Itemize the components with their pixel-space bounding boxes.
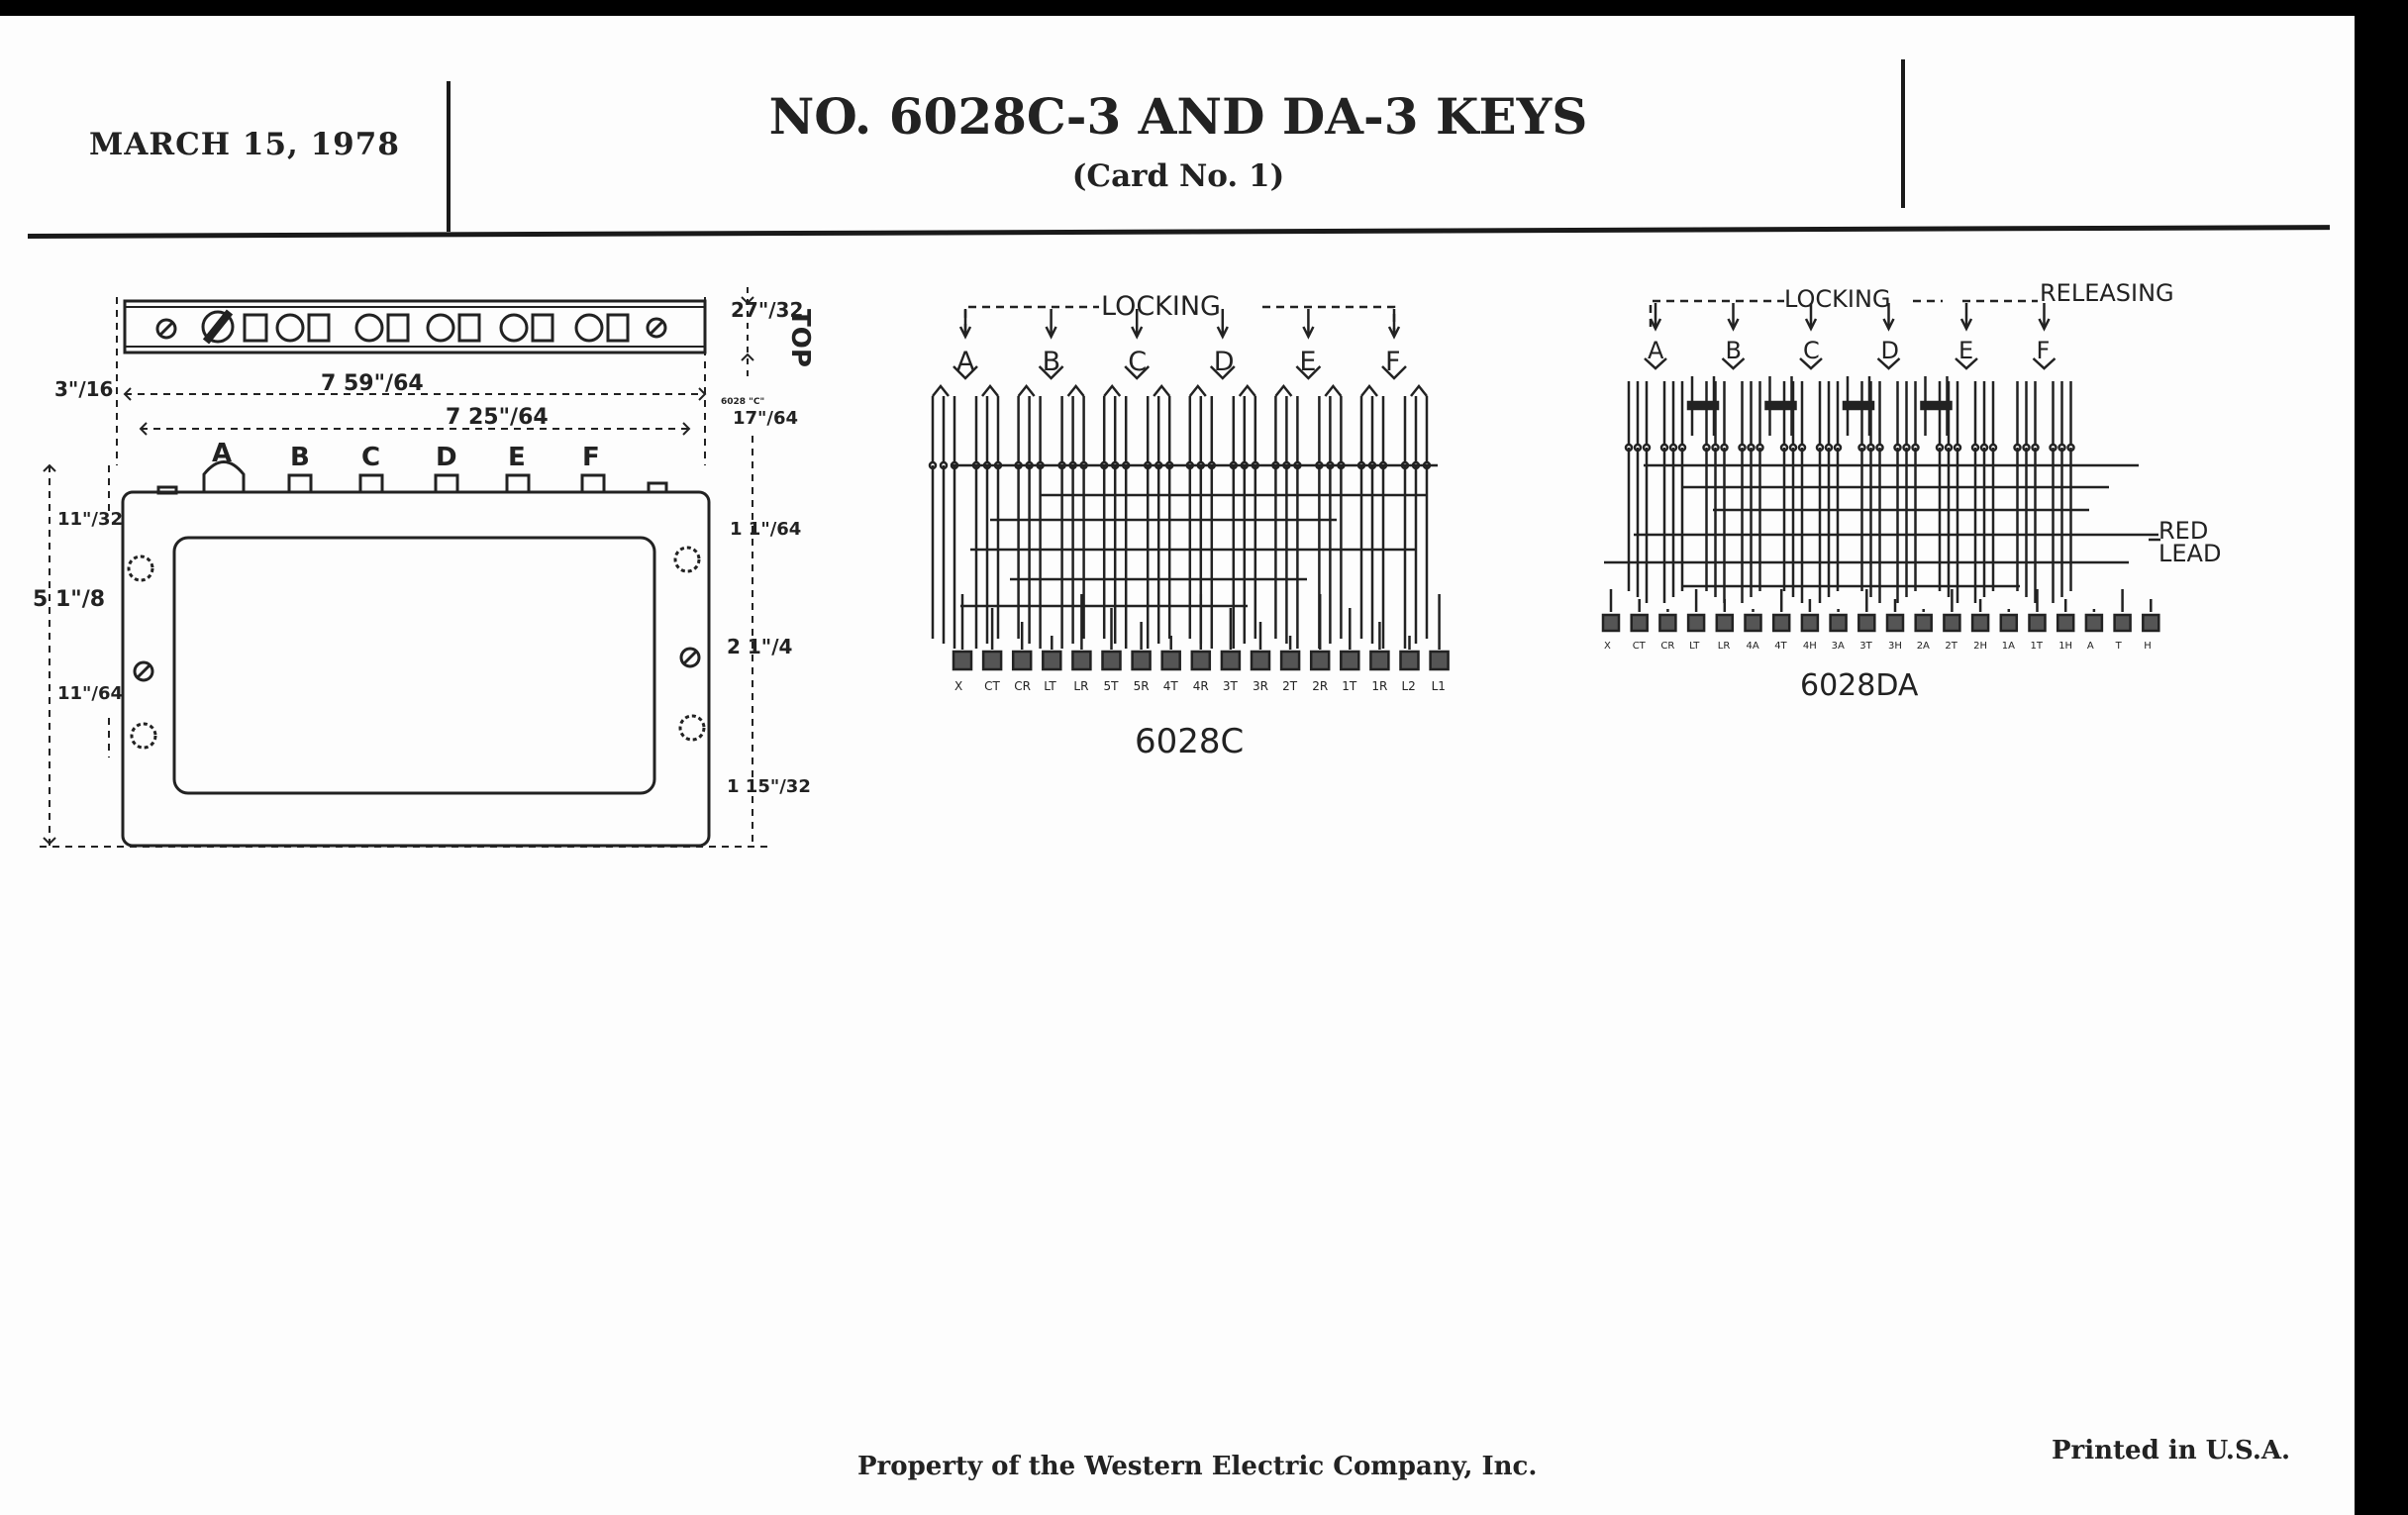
terminal bbox=[1858, 615, 1874, 631]
terminal bbox=[1192, 652, 1210, 669]
terminal bbox=[1802, 615, 1818, 631]
terminal bbox=[1972, 615, 1988, 631]
key-letter: F bbox=[1385, 347, 1401, 377]
schematic-6028da-labels bbox=[1604, 279, 2221, 703]
terminal-label: 4T bbox=[1774, 641, 1787, 652]
terminal-label: 4T bbox=[1162, 679, 1178, 693]
terminal-label: 3T bbox=[1222, 679, 1238, 693]
key-letter: E bbox=[508, 443, 526, 472]
terminal-label: CT bbox=[984, 679, 1000, 693]
terminal-label: 4H bbox=[1802, 641, 1817, 652]
terminal-label: 2T bbox=[1945, 641, 1957, 652]
key-letter: F bbox=[582, 443, 600, 472]
terminal bbox=[1043, 652, 1060, 669]
terminal-label: X bbox=[954, 679, 963, 693]
outline-labels bbox=[33, 298, 815, 797]
key-letter: E bbox=[1299, 347, 1317, 377]
terminal bbox=[1222, 652, 1240, 669]
terminal-label: 3A bbox=[1831, 641, 1845, 652]
card-date: MARCH 15, 1978 bbox=[89, 127, 400, 162]
key-letter: C bbox=[361, 443, 381, 472]
terminal bbox=[1717, 615, 1733, 631]
terminal bbox=[1916, 615, 1932, 631]
terminal bbox=[1401, 652, 1419, 669]
terminal bbox=[1370, 652, 1388, 669]
terminal bbox=[2115, 615, 2131, 631]
terminal-label: 1H bbox=[2058, 641, 2073, 652]
terminal bbox=[1252, 652, 1269, 669]
key-letter: C bbox=[1128, 347, 1148, 377]
footer-printed: Printed in U.S.A. bbox=[2052, 1436, 2291, 1465]
terminal-label: 2A bbox=[1916, 641, 1930, 652]
terminal-label: 1T bbox=[1342, 679, 1357, 693]
terminal-label: LT bbox=[1689, 641, 1700, 652]
key-letter: D bbox=[1880, 337, 1899, 364]
terminal bbox=[983, 652, 1001, 669]
dim-upper-left: 11"/32 bbox=[57, 509, 124, 530]
terminal bbox=[1341, 652, 1358, 669]
dim-mount-width: 7 25"/64 bbox=[446, 405, 549, 430]
dim-right-offset: 17"/64 bbox=[733, 408, 799, 429]
terminal-label: X bbox=[1604, 641, 1611, 652]
terminal-label: 2R bbox=[1312, 679, 1329, 693]
terminal-label: LT bbox=[1044, 679, 1056, 693]
terminal bbox=[1688, 615, 1704, 631]
terminal bbox=[1281, 652, 1299, 669]
terminal bbox=[1103, 652, 1121, 669]
terminal-label: 2T bbox=[1282, 679, 1298, 693]
dim-lower-left: 11"/64 bbox=[57, 683, 124, 704]
key-letter: B bbox=[1042, 347, 1061, 377]
terminal-label: A bbox=[2086, 641, 2094, 652]
terminal-label: H bbox=[2144, 641, 2152, 652]
terminal bbox=[1887, 615, 1903, 631]
dim-middle-right: 2 1"/4 bbox=[727, 635, 793, 658]
dim-height: 5 1"/8 bbox=[33, 587, 106, 612]
terminal bbox=[1603, 615, 1619, 631]
red-lead-label: LEAD bbox=[2158, 540, 2222, 567]
terminal bbox=[1944, 615, 1959, 631]
terminal bbox=[1773, 615, 1789, 631]
key-letter: B bbox=[290, 443, 310, 472]
terminal-label: CR bbox=[1660, 641, 1675, 652]
schematic-name: 6028C bbox=[1135, 722, 1245, 761]
terminal-label: CR bbox=[1014, 679, 1031, 693]
locking-label: LOCKING bbox=[1101, 291, 1221, 322]
terminal-label: 3T bbox=[1859, 641, 1872, 652]
dim-right-note: 6028 "C" bbox=[721, 397, 765, 407]
dim-lower-right: 1 15"/32 bbox=[727, 776, 811, 797]
dim-left-offset: 3"/16 bbox=[54, 377, 114, 401]
terminal-label: 5T bbox=[1103, 679, 1119, 693]
terminal bbox=[1831, 615, 1847, 631]
top-view-bar bbox=[125, 301, 705, 353]
footer-property: Property of the Western Electric Company, Inc. bbox=[857, 1452, 1538, 1481]
terminal bbox=[1746, 615, 1761, 631]
terminal bbox=[1162, 652, 1180, 669]
locking-label: LOCKING bbox=[1784, 285, 1891, 313]
key-letter: C bbox=[1803, 337, 1820, 364]
key-letter: A bbox=[1648, 337, 1664, 364]
terminal bbox=[1013, 652, 1031, 669]
key-letter: D bbox=[436, 443, 457, 472]
terminal-label: CT bbox=[1632, 641, 1646, 652]
terminal-label: LR bbox=[1073, 679, 1089, 693]
terminal bbox=[1659, 615, 1675, 631]
terminal-label: 3R bbox=[1253, 679, 1268, 693]
terminal bbox=[1133, 652, 1151, 669]
terminal-label: L2 bbox=[1401, 679, 1416, 693]
terminal-label: 1A bbox=[2001, 641, 2016, 652]
key-letter: A bbox=[956, 347, 975, 377]
terminal bbox=[1431, 652, 1449, 669]
card-subtitle: (Card No. 1) bbox=[1071, 158, 1285, 194]
terminal bbox=[1311, 652, 1329, 669]
releasing-label: RELEASING bbox=[2040, 279, 2174, 307]
terminal-label: 2H bbox=[1973, 641, 1987, 652]
key-letter: E bbox=[1958, 337, 1974, 364]
key-letter: B bbox=[1725, 337, 1742, 364]
terminal bbox=[2086, 615, 2102, 631]
terminal bbox=[1072, 652, 1090, 669]
top-label: TOP bbox=[785, 309, 815, 367]
terminal bbox=[2143, 615, 2158, 631]
terminal-label: 3H bbox=[1888, 641, 1902, 652]
terminal-label: 4R bbox=[1192, 679, 1209, 693]
key-letter: F bbox=[2036, 337, 2051, 364]
terminal-label: T bbox=[2115, 641, 2122, 652]
terminal-label: LR bbox=[1717, 641, 1731, 652]
dim-top-height: 27"/32 bbox=[731, 298, 804, 322]
terminal-label: 1R bbox=[1371, 679, 1388, 693]
terminal-label: 4A bbox=[1746, 641, 1759, 652]
key-letter: A bbox=[212, 439, 233, 468]
schematic-name: 6028DA bbox=[1800, 668, 1919, 703]
card-title: NO. 6028C-3 AND DA-3 KEYS bbox=[768, 87, 1588, 146]
terminal-label: 5R bbox=[1133, 679, 1150, 693]
schematic-6028c bbox=[930, 307, 1449, 669]
terminal bbox=[2030, 615, 2046, 631]
terminal bbox=[2057, 615, 2073, 631]
key-letter: D bbox=[1213, 347, 1235, 377]
terminal bbox=[2001, 615, 2017, 631]
terminal bbox=[953, 652, 971, 669]
dim-upper-right: 1 1"/64 bbox=[730, 519, 802, 540]
red-lead-label: RED bbox=[2158, 517, 2209, 545]
front-window bbox=[174, 538, 654, 793]
dim-overall-width: 7 59"/64 bbox=[321, 371, 424, 396]
terminal-label: L1 bbox=[1431, 679, 1446, 693]
terminal bbox=[1632, 615, 1648, 631]
terminal-label: 1T bbox=[2030, 641, 2043, 652]
